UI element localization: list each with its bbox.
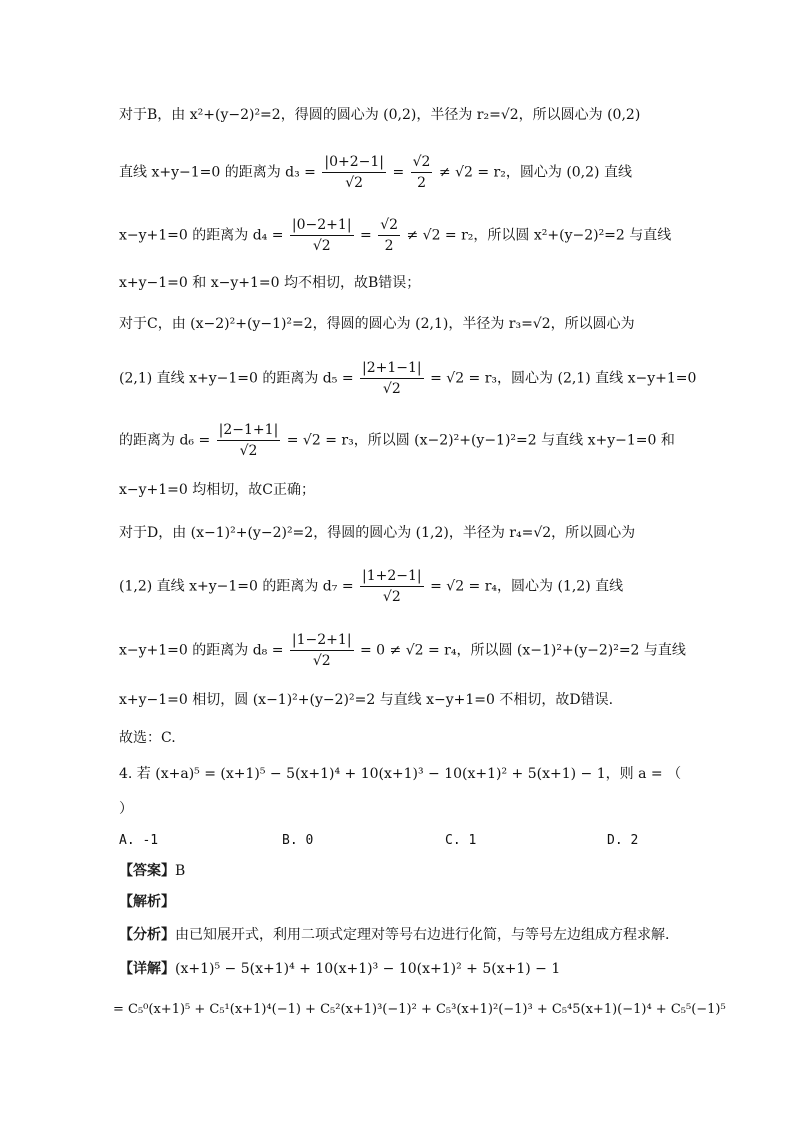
option-d: D. 2 bbox=[607, 833, 639, 848]
fraction-d7-num: |1+2−1| bbox=[360, 566, 424, 587]
answer-line bbox=[119, 864, 185, 878]
choice-line: 故选：C. bbox=[119, 730, 176, 746]
fraction-d3-b bbox=[411, 152, 433, 193]
line-b-d4 bbox=[119, 215, 671, 256]
line-c-intro: 对于C，由 (x−2)²+(y−1)²=2，得圆的圆心为 (2,1)，半径为 r₃=√2，所以圆心为 bbox=[119, 316, 635, 332]
fraction-d8 bbox=[290, 630, 354, 671]
fraction-d5-num: |2+1−1| bbox=[360, 358, 424, 379]
question-4-paren-close: ） bbox=[119, 801, 133, 817]
fraction-d3-b-num: √2 bbox=[411, 152, 433, 173]
binomial-expansion-line: = C₅⁰(x+1)⁵ + C₅¹(x+1)⁴(−1) + C₅²(x+1)³(−1)² + C₅³(x+1)²(−1)³ + C₅⁴5(x+1)(−1)⁴ + C₅⁵(−1)⁵ bbox=[113, 1002, 726, 1017]
fraction-d8-num: |1−2+1| bbox=[290, 630, 354, 651]
line-b-d4-a: x−y+1=0 的距离为 d₄ = bbox=[119, 227, 284, 244]
fraction-d3-num: |0+2−1| bbox=[322, 152, 386, 173]
line-d-d8-b: = 0 ≠ √2 = r₄，所以圆 (x−1)²+(y−2)²=2 与直线 bbox=[360, 642, 686, 659]
answer-value: B bbox=[175, 863, 186, 879]
line-b-d3-eq: = bbox=[392, 164, 405, 181]
fraction-d5 bbox=[360, 358, 424, 399]
line-d-d7 bbox=[119, 566, 623, 607]
xiangjie-text: (x+1)⁵ − 5(x+1)⁴ + 10(x+1)³ − 10(x+1)² + 5(x+1) − 1 bbox=[175, 961, 561, 977]
fraction-d4-num: |0−2+1| bbox=[290, 215, 354, 236]
line-b-d4-b: ≠ √2 = r₂，所以圆 x²+(y−2)²=2 与直线 bbox=[406, 227, 672, 244]
line-c-conclusion: x−y+1=0 均相切，故C正确； bbox=[119, 482, 315, 498]
fenxi-line bbox=[119, 928, 669, 942]
fraction-d4-b-den: 2 bbox=[384, 238, 394, 254]
line-c-d5-a: (2,1) 直线 x+y−1=0 的距离为 d₅ = bbox=[119, 370, 354, 387]
line-b-d3 bbox=[119, 152, 632, 193]
fraction-d3 bbox=[322, 152, 386, 193]
line-b-d3-b: ≠ √2 = r₂，圆心为 (0,2) 直线 bbox=[438, 164, 632, 181]
line-c-d6-b: = √2 = r₃，所以圆 (x−2)²+(y−1)²=2 与直线 x+y−1=0 和 bbox=[286, 432, 675, 449]
fraction-d6 bbox=[217, 420, 281, 461]
fraction-d6-den: √2 bbox=[239, 443, 258, 459]
fraction-d8-den: √2 bbox=[312, 653, 331, 669]
fenxi-text: 由已知展开式，利用二项式定理对等号右边进行化简，与等号左边组成方程求解. bbox=[175, 927, 670, 943]
line-b-d3-a: 直线 x+y−1=0 的距离为 d₃ = bbox=[119, 164, 316, 181]
line-d-d8 bbox=[119, 630, 686, 671]
option-b: B. 0 bbox=[282, 833, 314, 848]
line-b-d4-eq: = bbox=[360, 227, 372, 244]
fraction-d4-den: √2 bbox=[312, 238, 331, 254]
line-d-d7-a: (1,2) 直线 x+y−1=0 的距离为 d₇ = bbox=[119, 578, 354, 595]
line-c-d5 bbox=[119, 358, 696, 399]
line-c-d6-a: 的距离为 d₆ = bbox=[119, 432, 211, 449]
answer-tag: 【答案】 bbox=[119, 863, 175, 879]
line-c-d6 bbox=[119, 420, 675, 461]
fraction-d4 bbox=[290, 215, 354, 256]
fraction-d5-den: √2 bbox=[382, 381, 401, 397]
line-b-conclusion: x+y−1=0 和 x−y+1=0 均不相切，故B错误； bbox=[119, 275, 421, 291]
line-b-intro: 对于B，由 x²+(y−2)²=2，得圆的圆心为 (0,2)，半径为 r₂=√2，所以圆心为 (0,2) bbox=[119, 107, 641, 123]
fraction-d7-den: √2 bbox=[382, 589, 401, 605]
fraction-d3-den: √2 bbox=[345, 175, 364, 191]
fenxi-tag: 【分析】 bbox=[119, 927, 175, 943]
option-c: C. 1 bbox=[445, 833, 477, 848]
question-4-stem: 4. 若 (x+a)⁵ = (x+1)⁵ − 5(x+1)⁴ + 10(x+1)³ − 10(x+1)² + 5(x+1) − 1，则 a = （ bbox=[119, 766, 682, 782]
xiangjie-tag: 【详解】 bbox=[119, 961, 175, 977]
line-d-intro: 对于D，由 (x−1)²+(y−2)²=2，得圆的圆心为 (1,2)，半径为 r₄=√2，所以圆心为 bbox=[119, 525, 636, 541]
fraction-d6-num: |2−1+1| bbox=[217, 420, 281, 441]
fraction-d4-b-num: √2 bbox=[378, 215, 400, 236]
fraction-d7 bbox=[360, 566, 424, 607]
line-d-d8-a: x−y+1=0 的距离为 d₈ = bbox=[119, 642, 284, 659]
analysis-tag: 【解析】 bbox=[119, 894, 175, 910]
line-c-d5-b: = √2 = r₃，圆心为 (2,1) 直线 x−y+1=0 bbox=[430, 370, 697, 387]
fraction-d3-b-den: 2 bbox=[417, 175, 427, 191]
xiangjie-line bbox=[119, 962, 560, 976]
line-d-d7-b: = √2 = r₄，圆心为 (1,2) 直线 bbox=[430, 578, 624, 595]
fraction-d4-b bbox=[378, 215, 400, 256]
option-a: A. -1 bbox=[119, 833, 159, 848]
line-d-conclusion: x+y−1=0 相切，圆 (x−1)²+(y−2)²=2 与直线 x−y+1=0 不相切，故D错误. bbox=[119, 692, 614, 708]
